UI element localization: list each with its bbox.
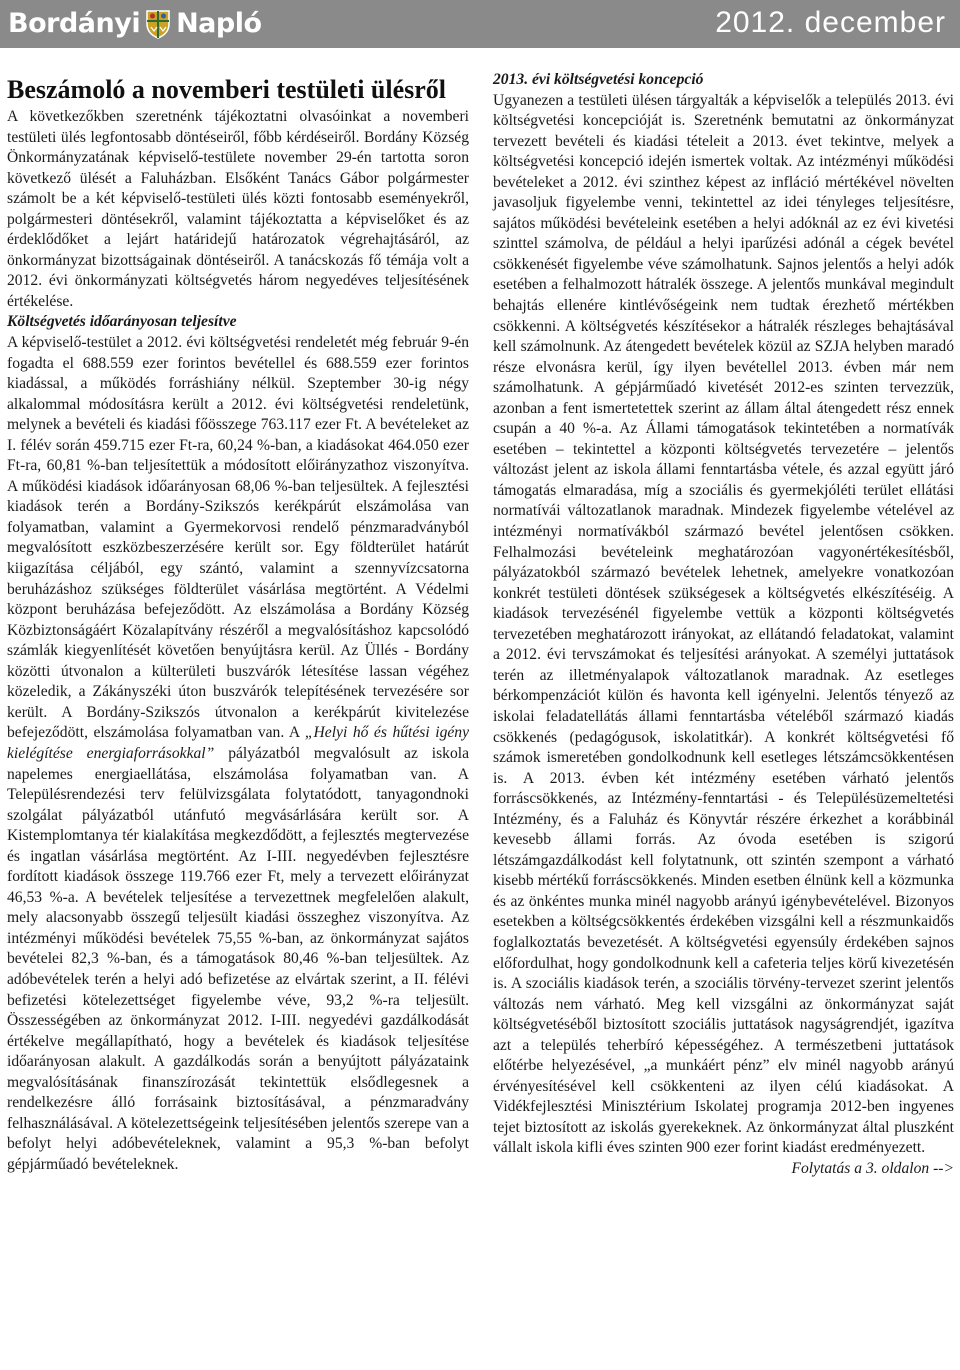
logo-text-part1: Bordányi: [8, 8, 141, 39]
concept-paragraph: Ugyanezen a testületi ülésen tárgyalták a képviselők a település 2013. évi költségvetési koncepcióját is. Szeretnénk bemutatni az önkormányzat tervezett bevételi és kiadási tételeit a 2013. évet tekintve, melyek a költségvetési koncepció idején ismertek voltak. Az intézményi működési bevételeket a 2012. évi szinthez képest az infláció mértékével növelten javasoljuk figyelembe venni, tekintettel az idei tényleges teljesítésre, sajátos működési bevételeink esetében a helyi adóknál az ez évi kivetési szinttel számolva, de például a helyi iparűzési adónál a cégek bevétel csökkenését figyelembe véve számolhatunk. Sajnos jelentős a helyi adók esetében a felhalmozott hátralék összege. A jelentős munkával megindult behajtás ellenére kintlévőségeink nem tudtak érezhető mértékben csökkenni. A költségvetés készítésekor a hátralék részleges behajtásával kell számolnunk. Az átengedett bevételek közül az SZJA helyben maradó része elvonásra kerül, így ilyen bevétellel 2013. évben már nem számolhatunk. A gépjárműadó kivetését 2012-es szinten tervezzük, azonban a fent ismertetettek szerint az állam által átengedett rész ennek csupán a 40 %-a. Az Állami támogatások tekintetében a normatívák esetében – tekintettel a központi költségvetés tervezetére – jelentős változást jelent az iskola állami fenntartásba vétele, és azzal együtt járó támogatás elmaradása, míg a szociális és gyermekjóléti terület ellátási normatívái változatlanok maradnak. Mindezek figyelembe vételével az intézményi normatívákból származó bevétel jelentősen csökken. Felhalmozási bevételeink meghatározóan vagyonértékesítésből, pályázatokból származó bevételek lehetnek, amelyekre vonatkozóan konkrét testületi döntések szükségesek a költségvetés elkészítéséig. A kiadások tervezésénél figyelembe vettük a központi költségvetés tervezetében meghatározott irányokat, az ellátandó feladatokat, valamint a 2012. évi tervszámokat és teljesítési arányokat. A személyi juttatások terén az illetményalapok változatlanok maradnak. Az esetleges bérkompenzációt külön és havonta kell igényelni. Jelentős tényező az iskolai feladatellátás állami fenntartásba vételéből származó kiadás csökkenés (pedagógusok, iskolatitkár). A konkrét költségvetési fő számok ismeretében gondolkodnunk kell esetleges létszámcsökkentésen is. A 2013. évben két intézmény esetében várható jelentős forráscsökkenés, az Intézmény-fenntartási - és Településüzemeltetési Intézmény, és a Faluház és Könyvtár részére érkezhet a korábbinál kevesebb állami forrás. Az óvoda esetében is szigorú létszámgazdálkodást kell folytatnunk, ott szintén szempont a várható kisebb mértékű forráscsökkenés. Minden esetben élnünk kell a közmunka és az önkéntes munka minél nagyobb arányú igénybevételével. Bizonyos esetekben a költségcsökkentés érdekében vizsgálni kell a részmunkaidős foglalkoztatás bevezetését. A költségvetési egyensúly érdekében sajnos előfordulhat, hogy gondolkodnunk kell a cafeteria teljes körű kivezetésén is. A szociális kiadások terén, a szociális törvény-tervezet szerint jelentős változás nem várható. Meg kell vizsgálni az önkormányzat saját költségvetéséből biztosított szociális juttatások nagyságrendjét, igazítva azt a település teherbíró képességéhez. A természetbeni juttatások előtérbe helyezésével, „a munkáért pénz” elv minél nagyobb arányú érvényesítésével kell csökkenteni az ilyen célú kiadásokat. A Vidékfejlesztési Minisztérium Iskolatej programja 2012-ben ingyenes tejet biztosított az iskolás gyerekeknek. Az önkormányzat által pluszként vállalt iskola kifli éves szinten 900 ezer forint kiadást eredményezett.: [493, 91, 954, 1157]
masthead: [0, 0, 960, 48]
logo-text-part2: Napló: [176, 8, 262, 39]
section-heading-budget-execution: Költségvetés időarányosan teljesítve: [7, 313, 237, 331]
right-column: [493, 70, 954, 1180]
project-name-quote: „Helyi hő és hűtési igény kielégítése energiaforrásokkal”: [7, 724, 470, 762]
article-title: Beszámoló a novemberi testületi ülésről: [7, 75, 447, 104]
budget-execution-text-1: A képviselő-testület a 2012. évi költségvetési rendeletét még február 9-én fogadta el 688.559 ezer forintos bevétellel és 688.559 ezer forintos kiadással, a működés forráshiány nélkül. Szeptember 30-ig négy alkalommal módosításra került a 2012. évi költségvetési rendeletünk, melynek a bevételi és kiadási főösszege 763.117 ezer Ft. A bevételeket az I. félév során 459.715 ezer Ft-ra, 60,24 %-ban, a kiadásokat 464.050 ezer Ft-ra, 60,81 %-ban teljesítettük a módosított előirányzathoz viszonyítva. A működési kiadások időarányosan 68,06 %-ban teljesültek. A fejlesztési kiadások terén a Bordány-Szikszós kerékpárút elszámolása van folyamatban, valamint a Gyermekorvosi rendelő pénzmaradványból megvalósított eszközbeszerzésére került sor. Egy földterület határút kiigazítása céljából, egy szántó, valamint a szennyvízcsatorna beruházáshoz szükséges földterület vásárlása megtörtént. A Védelmi központ beruházása befejeződött. Az elszámolása a Bordány Község Közbiztonságáért Közalapítvány részéről a megvalósításhoz kapcsolódó számlák kiegyenlítését követően benyújtásra kerül. Az Üllés - Bordány közötti útvonalon a külterületi buszvárók létesítése lassan végéhez közeledik, a Zákányszéki úton buszvárók telepítésének tervezésére sor került. A Bordány-Szikszós útvonalon a kerékpárút kivitelezése befejeződött, elszámolása folyamatban van. A: [7, 334, 469, 742]
section-heading-2013-concept: 2013. évi költségvetési koncepció: [493, 71, 704, 88]
coat-of-arms-icon: [145, 9, 171, 39]
continued-link[interactable]: Folytatás a 3. oldalon -->: [791, 1159, 954, 1177]
issue-date: 2012. december: [715, 6, 946, 39]
newspaper-logo: [8, 4, 262, 44]
budget-execution-paragraph: [7, 333, 469, 1175]
left-column: [7, 70, 469, 1175]
intro-paragraph: A következőkben szeretnénk tájékoztatni olvasóinkat a novemberi testületi ülés legfontosabb döntéseiről, főbb kérdéseiről. Bordány Község Önkormányzatának képviselő-testülete november 29-én tartotta soron következő ülését a Faluházban. Elsőként Tanács Gábor polgármester számolt be a két képviselő-testületi ülés közti fontosabb eseményekről, polgármesteri döntésekről, valamint tájékoztatta a képviselőket és az érdeklődőket a lejárt határidejű határozatok végrehajtásáról, az önkormányzat bizottságainak döntéseiről. A tanácskozás fő témája volt a 2012. évi önkormányzati költségvetés három negyedéves teljesítésének értékelése.: [7, 108, 469, 310]
budget-execution-text-2: pályázatból megvalósult az iskola napelemes energiaellátása, elszámolása folyamatban van. A Településrendezési terv felülvizsgálata folytatódott, tanyagondnoki szolgálat pályázatból utánfutó megvásárlására került sor. A Kistemplomtanya tér kialakítása megkezdődött, a fejlesztés megtervezése és ingatlan vásárlása megtörtént. Az I-III. negyedévben fejlesztésre fordított kiadások összege 119.766 ezer Ft, mely a tervezett előirányzat 46,53 %-a. A bevételek teljesítése a tervezettnek megfelelően alakult, mely alacsonyabb összegű teljesült kiadási összeghez viszonyítva. Az intézményi működési bevételek 75,55 %-ban, az önkormányzat sajátos bevételei 82,3 %-ban, és a támogatások 80,46 %-ban teljesültek. Az adóbevételek terén a helyi adó befizetése az elvártak szerint, a II. félévi befizetési kötelezettséget figyelembe véve, 93,2 %-ra teljesült. Összességében az önkormányzat 2012. I-III. negyedévi gazdálkodását értékelve megállapítható, hogy a bevételek és kiadások teljesítése időarányosan alakult. A gazdálkodás során a benyújtott pályázataink megvalósításának finanszírozását tekintettük elsődlegesnek a rendelkezésre álló forrásaink biztosításával, a pénzmaradvány felhasználásával. A kötelezettségeink teljesítésében jelentős szerepe van a befolyt helyi adóbevételeknek, valamint a 95,3 %-ban befolyt gépjárműadó bevételeknek.: [7, 744, 470, 1173]
